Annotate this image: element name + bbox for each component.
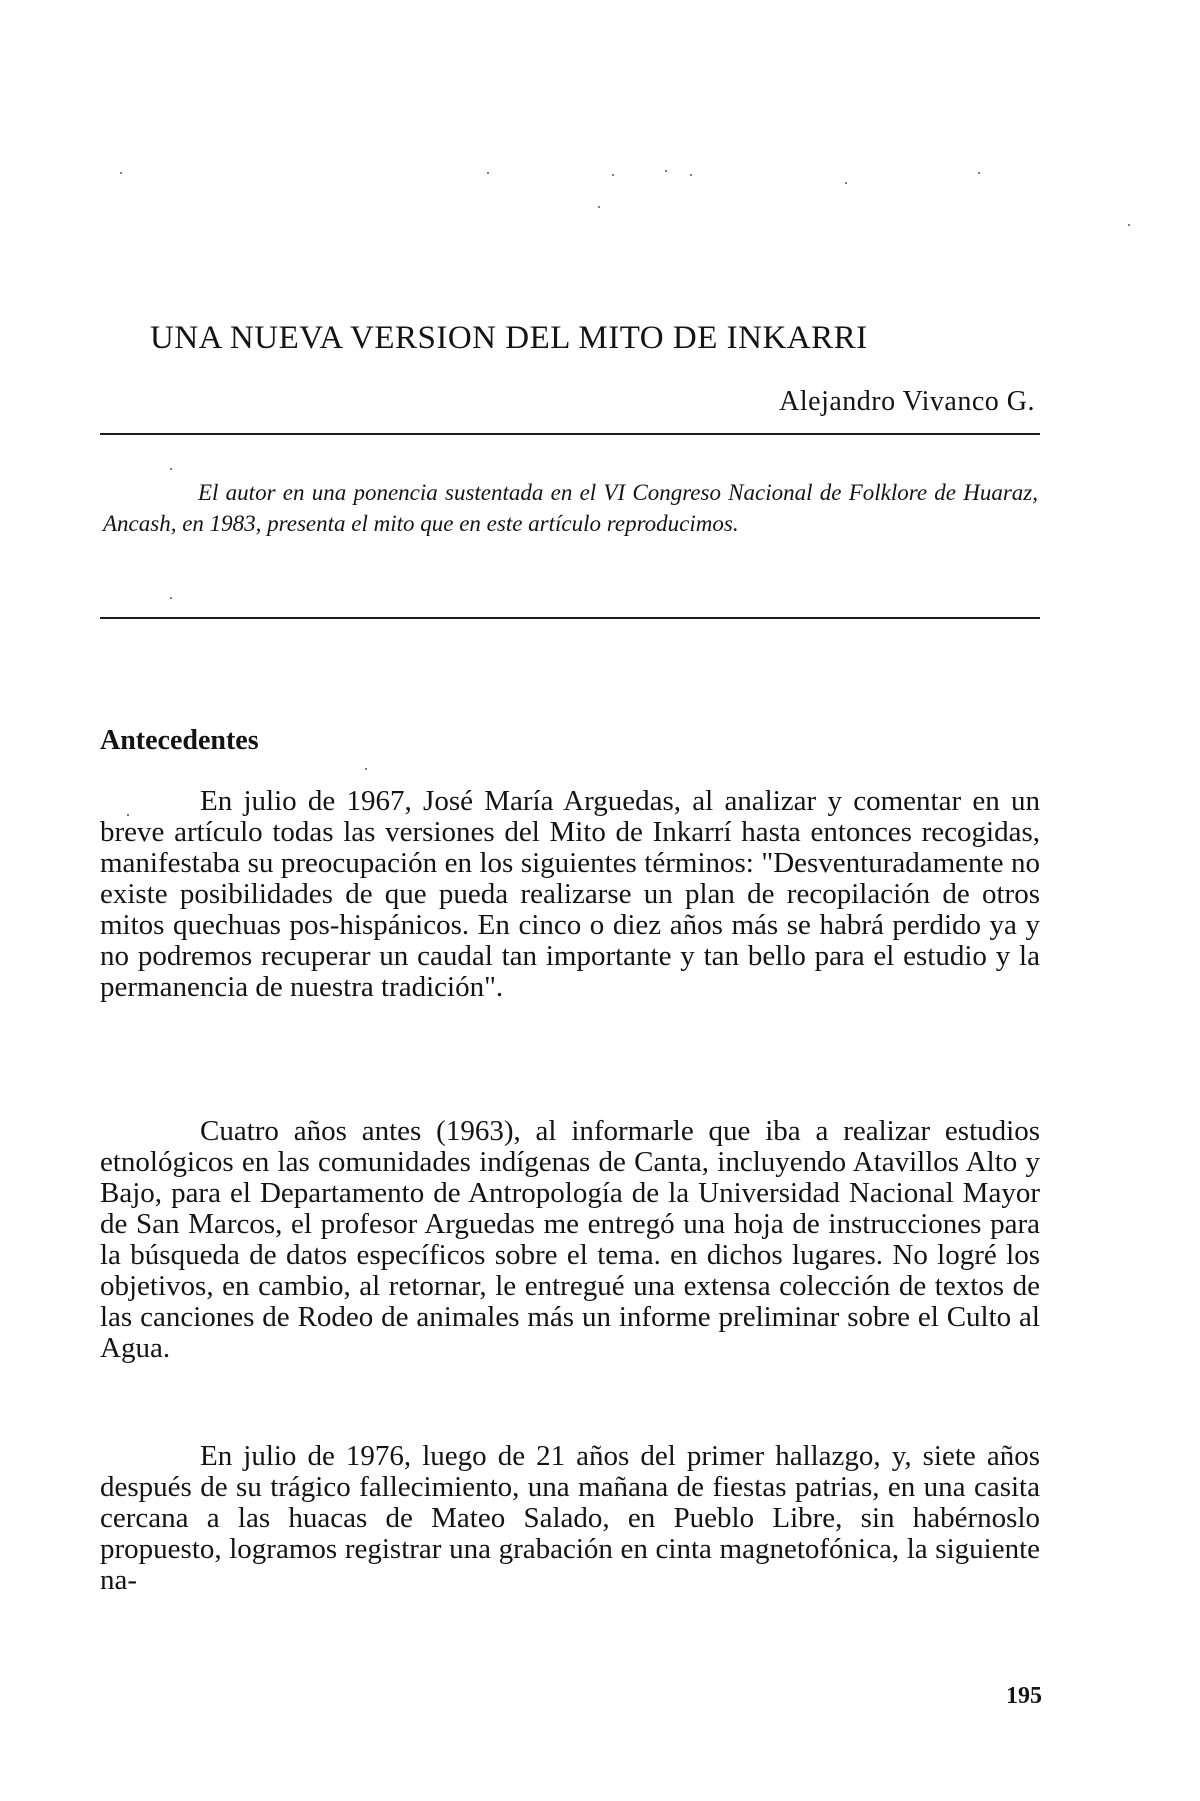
scan-speck <box>487 172 489 174</box>
scan-speck <box>1128 224 1130 226</box>
paragraph-1: En julio de 1967, José María Arguedas, al analizar y comentar en un breve artículo todas las versiones del Mito de Inkarrí hasta entonces recogidas, manifestaba su preocupación en los siguientes términos: "Desventuradamente no existe posibilidades de que pueda realizarse un plan de recopilación de otros mitos quechuas pos-hispánicos. En cinco o diez años más se habrá perdido ya y no podremos recuperar un caudal tan importante y tan bello para el estudio y la permanencia de nuestra tradición". <box>100 785 1040 1003</box>
scan-speck <box>978 172 980 174</box>
article-abstract: El autor en una ponencia sustentada en el VI Congreso Nacional de Folklore de Huaraz, Ancash, en 1983, presenta el mito que en este artículo reproducimos. <box>103 480 1038 536</box>
scan-speck <box>170 468 172 470</box>
page-number: 195 <box>1006 1683 1042 1709</box>
paragraph-3: En julio de 1976, luego de 21 años del primer hallazgo, y, siete años después de su trágico fallecimiento, una mañana de fiestas patrias, en una casita cercana a las huacas de Mateo Salado, en Pueblo Libre, sin habérnoslo propuesto, logramos registrar una grabación en cinta magnetofónica, la siguiente na- <box>100 1440 1040 1596</box>
scan-speck <box>120 172 122 174</box>
section-heading: Antecedentes <box>100 725 259 756</box>
article-title: UNA NUEVA VERSION DEL MITO DE INKARRI <box>150 320 868 356</box>
scan-speck <box>170 597 172 599</box>
divider-top <box>100 433 1040 435</box>
divider-bottom <box>100 617 1040 619</box>
scan-speck <box>845 182 847 184</box>
scan-speck <box>365 768 367 770</box>
scan-speck <box>598 206 600 208</box>
paragraph-2: Cuatro años antes (1963), al informarle que iba a realizar estudios etnológicos en las comunidades indígenas de Canta, incluyendo Atavillos Alto y Bajo, para el Departamento de Antropología de la Universidad Nacional Mayor de San Marcos, el profesor Arguedas me entregó una hoja de instrucciones para la búsqueda de datos específicos sobre el tema. en dichos lugares. No logré los objetivos, en cambio, al retornar, le entregué una extensa colección de textos de las canciones de Rodeo de animales más un informe preliminar sobre el Culto al Agua. <box>100 1115 1040 1364</box>
article-author: Alejandro Vivanco G. <box>779 386 1035 417</box>
scan-speck <box>665 170 667 172</box>
scan-speck <box>612 174 614 176</box>
scan-speck <box>690 174 692 176</box>
